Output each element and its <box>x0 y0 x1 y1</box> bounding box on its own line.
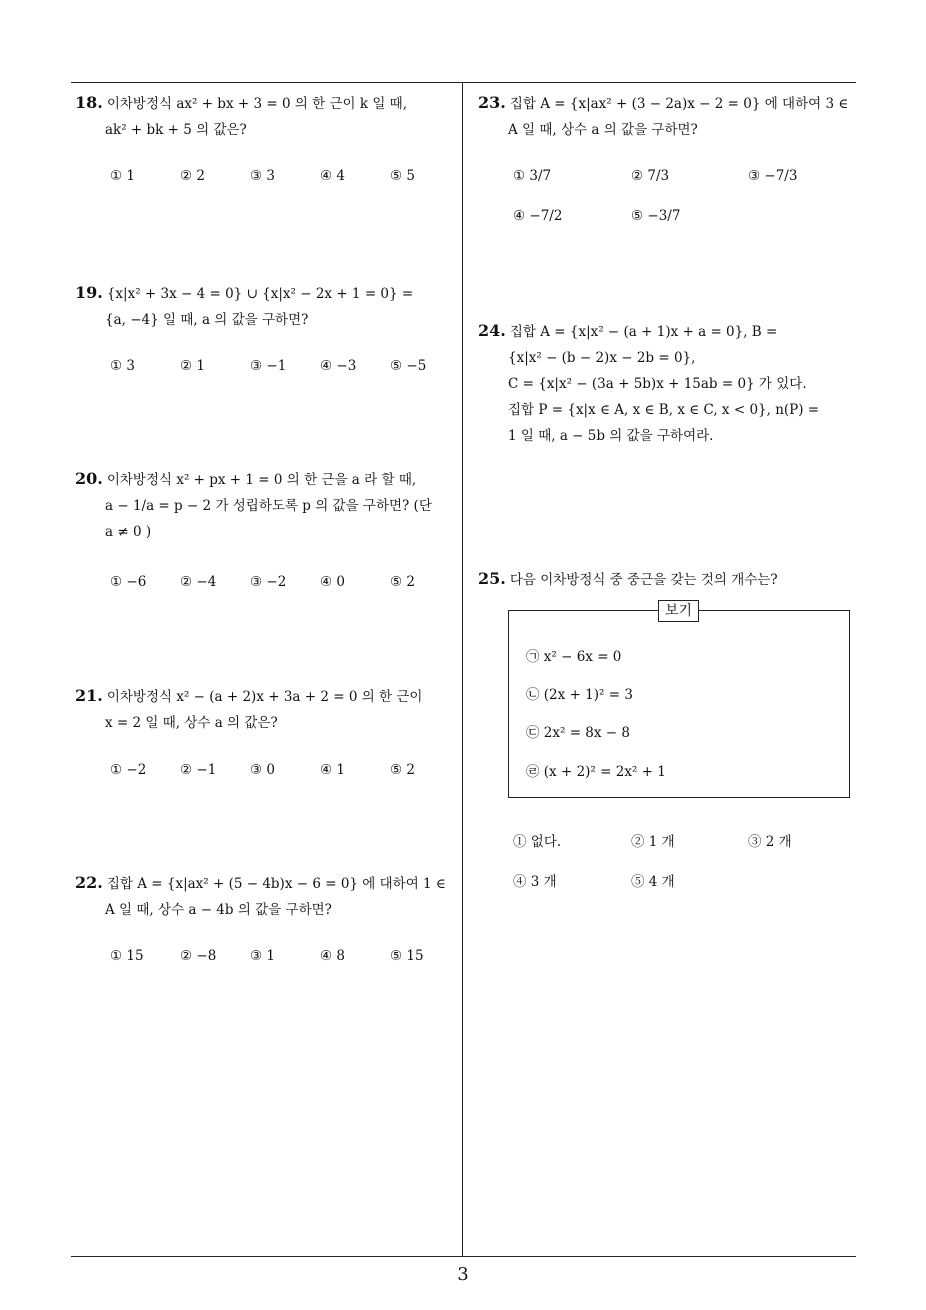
question-stem-line: 다음 이차방정식 중 중근을 갖는 것의 개수는? <box>509 572 778 588</box>
choice-option[interactable]: ① 15 <box>110 948 144 964</box>
question-stem-line: x = 2 일 때, 상수 a 의 값은? <box>105 715 278 731</box>
top-rule <box>71 82 856 83</box>
choice-option[interactable]: ③ 2 개 <box>748 834 792 850</box>
question-22 <box>75 870 460 923</box>
question-stem-line: {x|x² − (b − 2)x − 2b = 0}, <box>508 350 696 366</box>
choice-option[interactable]: ③ 1 <box>250 948 275 964</box>
example-box-title: 보기 <box>658 600 699 622</box>
choice-option[interactable]: ① 3/7 <box>513 168 552 184</box>
choice-option[interactable]: ④ 3 개 <box>513 874 557 890</box>
question-23 <box>478 90 858 143</box>
question-number: 21. <box>75 686 103 705</box>
choice-option[interactable]: ② −1 <box>180 762 217 778</box>
page-number: 3 <box>457 1264 469 1285</box>
question-stem-line: A 일 때, 상수 a 의 값을 구하면? <box>508 122 698 138</box>
question-stem-line: 1 일 때, a − 5b 의 값을 구하여라. <box>508 428 714 444</box>
example-item: ㉣ (x + 2)² = 2x² + 1 <box>526 764 666 780</box>
choice-option[interactable]: ⑤ 2 <box>390 762 415 778</box>
question-20 <box>75 466 460 545</box>
choice-option[interactable]: ① 없다. <box>513 834 562 850</box>
example-item: ㉠ x² − 6x = 0 <box>526 649 622 665</box>
question-stem-line: 집합 P = {x|x ∈ A, x ∈ B, x ∈ C, x < 0}, n(P) = <box>508 402 820 418</box>
example-item: ㉢ 2x² = 8x − 8 <box>526 725 630 741</box>
choice-option[interactable]: ⑤ 2 <box>390 574 415 590</box>
question-stem-line: 집합 A = {x|ax² + (3 − 2a)x − 2 = 0} 에 대하여 3 ∈ <box>509 96 849 112</box>
question-number: 25. <box>478 569 506 588</box>
choice-option[interactable]: ④ 4 <box>320 168 345 184</box>
column-divider <box>462 82 463 1256</box>
choice-option[interactable]: ⑤ −5 <box>390 358 427 374</box>
question-18 <box>75 90 460 143</box>
question-stem-line: a ≠ 0 ) <box>105 524 152 540</box>
question-stem-line: C = {x|x² − (3a + 5b)x + 15ab = 0} 가 있다. <box>508 376 807 392</box>
choice-option[interactable]: ① 3 <box>110 358 135 374</box>
question-stem-line: {a, −4} 일 때, a 의 값을 구하면? <box>105 312 309 328</box>
question-stem-line: 이차방정식 x² − (a + 2)x + 3a + 2 = 0 의 한 근이 <box>106 689 423 705</box>
question-stem-line: 집합 A = {x|x² − (a + 1)x + a = 0}, B = <box>509 324 778 340</box>
choice-option[interactable]: ② 7/3 <box>631 168 670 184</box>
choice-option[interactable]: ② 1 개 <box>631 834 675 850</box>
choice-option[interactable]: ② −4 <box>180 574 217 590</box>
question-number: 22. <box>75 873 103 892</box>
choice-option[interactable]: ⑤ 4 개 <box>631 874 675 890</box>
question-number: 20. <box>75 469 103 488</box>
question-number: 19. <box>75 283 103 302</box>
choice-option[interactable]: ① −2 <box>110 762 147 778</box>
choice-option[interactable]: ④ 1 <box>320 762 345 778</box>
question-stem-line: 이차방정식 x² + px + 1 = 0 의 한 근을 a 라 할 때, <box>106 472 417 488</box>
choice-option[interactable]: ② −8 <box>180 948 217 964</box>
question-stem-line: A 일 때, 상수 a − 4b 의 값을 구하면? <box>105 902 332 918</box>
question-21 <box>75 683 460 736</box>
question-stem-line: a − 1/a = p − 2 가 성립하도록 p 의 값을 구하면? (단 <box>105 498 432 514</box>
choice-option[interactable]: ④ −3 <box>320 358 357 374</box>
choice-option[interactable]: ③ −1 <box>250 358 287 374</box>
choice-option[interactable]: ① −6 <box>110 574 147 590</box>
bottom-rule <box>71 1256 856 1257</box>
choice-option[interactable]: ⑤ −3/7 <box>631 208 681 224</box>
question-stem-line: {x|x² + 3x − 4 = 0} ∪ {x|x² − 2x + 1 = 0} = <box>106 286 414 302</box>
question-stem-line: 이차방정식 ax² + bx + 3 = 0 의 한 근이 k 일 때, <box>106 96 407 112</box>
question-number: 18. <box>75 93 103 112</box>
choice-option[interactable]: ② 1 <box>180 358 205 374</box>
choice-option[interactable]: ③ 3 <box>250 168 275 184</box>
question-number: 24. <box>478 321 506 340</box>
question-25 <box>478 566 858 593</box>
question-stem-line: 집합 A = {x|ax² + (5 − 4b)x − 6 = 0} 에 대하여 1 ∈ <box>106 876 446 892</box>
question-19 <box>75 280 460 333</box>
question-number: 23. <box>478 93 506 112</box>
choice-option[interactable]: ⑤ 15 <box>390 948 424 964</box>
choice-option[interactable]: ④ 0 <box>320 574 345 590</box>
choice-option[interactable]: ② 2 <box>180 168 205 184</box>
example-item: ㉡ (2x + 1)² = 3 <box>526 687 633 703</box>
question-stem-line: ak² + bk + 5 의 값은? <box>105 122 247 138</box>
choice-option[interactable]: ① 1 <box>110 168 135 184</box>
choice-option[interactable]: ⑤ 5 <box>390 168 415 184</box>
choice-option[interactable]: ③ −7/3 <box>748 168 798 184</box>
choice-option[interactable]: ③ −2 <box>250 574 287 590</box>
question-24 <box>478 318 858 449</box>
choice-option[interactable]: ④ −7/2 <box>513 208 563 224</box>
choice-option[interactable]: ④ 8 <box>320 948 345 964</box>
choice-option[interactable]: ③ 0 <box>250 762 275 778</box>
